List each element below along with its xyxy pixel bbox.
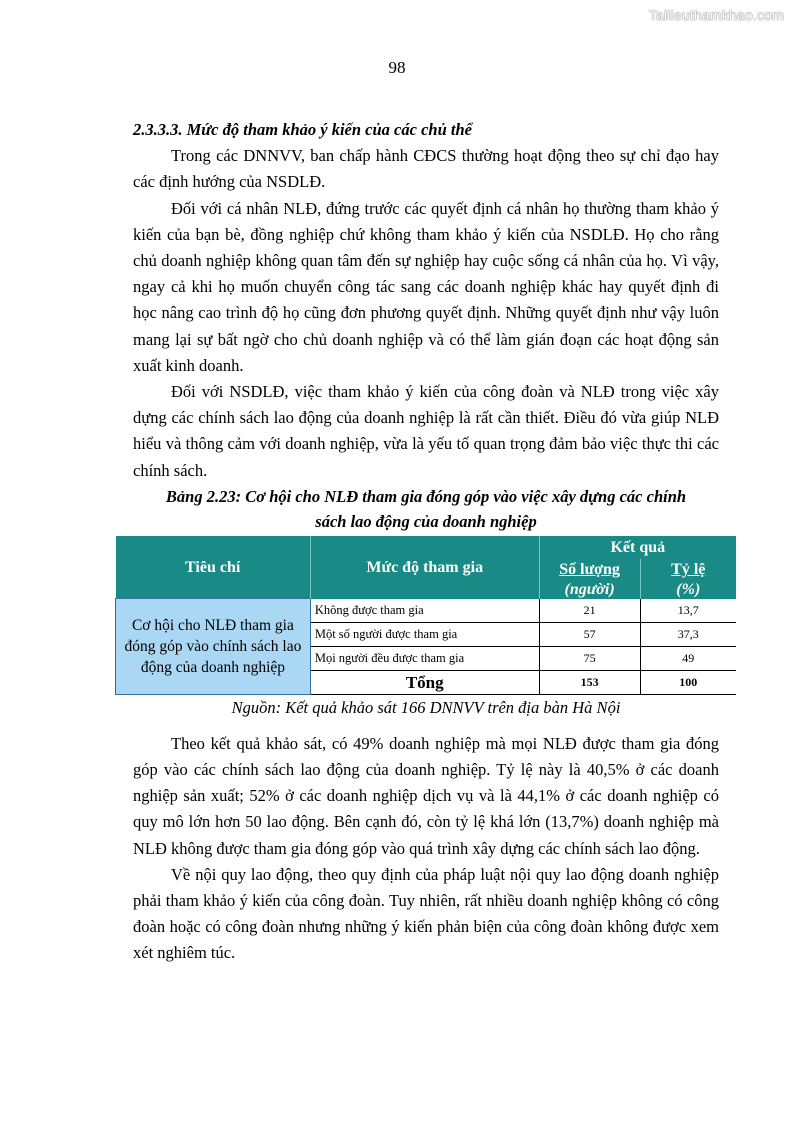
header-ratio: Tỷ lệ: [640, 559, 736, 580]
header-ratio-unit: (%): [640, 580, 736, 599]
table-row: [116, 599, 737, 623]
paragraph: Đối với NSDLĐ, việc tham khảo ý kiến của công đoàn và NLĐ trong việc xây dựng các chính sách lao động của doanh nghiệp là rất cần thiết. Điều đó vừa giúp NLĐ hiểu và thông cảm với doanh nghiệp, vừa là yếu tố quan trọng đảm bảo việc thực thi các chính sách.: [133, 382, 719, 480]
page-number: 98: [388, 58, 406, 77]
level-cell: Mọi người đều được tham gia: [310, 646, 539, 670]
total-label: Tổng: [310, 670, 539, 694]
level-cell: Không được tham gia: [310, 599, 539, 623]
section-heading: 2.3.3.3. Mức độ tham khảo ý kiến của các chủ thể: [133, 120, 472, 139]
criterion-cell: Cơ hội cho NLĐ tham gia đóng góp vào chính sách lao động của doanh nghiệp: [116, 599, 311, 695]
paragraph: Trong các DNNVV, ban chấp hành CĐCS thường hoạt động theo sự chỉ đạo hay các định hướng của NSDLĐ.: [133, 146, 719, 192]
count-cell: 21: [539, 599, 640, 623]
header-level: Mức độ tham gia: [310, 536, 539, 599]
table-source: Nguồn: Kết quả khảo sát 166 DNNVV trên địa bàn Hà Nội: [231, 697, 621, 717]
ratio-cell: 49: [640, 646, 736, 670]
results-table: [115, 536, 736, 695]
watermark: Tailieuthamkhao.com: [648, 7, 784, 23]
paragraph: Về nội quy lao động, theo quy định của pháp luật nội quy lao động doanh nghiệp phải tham khảo ý kiến của công đoàn. Tuy nhiên, rất nhiều doanh nghiệp không có công đoàn hoặc có công đoàn nhưng những ý kiến phản biện của công đoàn không được xem xét nghiêm túc.: [133, 864, 719, 963]
level-cell: Một số người được tham gia: [310, 622, 539, 646]
document-body: [124, 117, 719, 967]
header-count: Số lượng: [539, 559, 640, 580]
header-criterion: Tiêu chí: [116, 536, 311, 599]
count-cell: 57: [539, 622, 640, 646]
total-count: 153: [539, 670, 640, 694]
header-result: Kết quả: [539, 536, 736, 559]
header-count-unit: (người): [539, 580, 640, 599]
paragraph: Theo kết quả khảo sát, có 49% doanh nghiệp mà mọi NLĐ được tham gia đóng góp vào các chính sách lao động của doanh nghiệp. Tỷ lệ này là 40,5% ở các doanh nghiệp sản xuất; 52% ở các doanh nghiệp dịch vụ và là 44,1% ở các doanh nghiệp có quy mô lớn hơn 50 lao động. Bên cạnh đó, còn tỷ lệ khá lớn (13,7%) doanh nghiệp mà NLĐ không được tham gia đóng góp vào quá trình xây dựng các chính sách lao động.: [133, 733, 719, 858]
paragraph: Đối với cá nhân NLĐ, đứng trước các quyết định cá nhân họ thường tham khảo ý kiến của bạn bè, đồng nghiệp chứ không tham khảo ý kiến của NSDLĐ. Họ cho rằng chủ doanh nghiệp không quan tâm đến sự nghiệp hay cuộc sống cá nhân của họ. Vì vậy, ngay cả khi họ muốn chuyển công tác sang các doanh nghiệp khác hay quyết định đi học nâng cao trình độ họ cũng đơn phương quyết định. Những quyết định như vậy luôn mang lại sự bất ngờ cho chủ doanh nghiệp và có thể làm gián đoạn các hoạt động sản xuất kinh doanh.: [133, 198, 719, 375]
ratio-cell: 37,3: [640, 622, 736, 646]
count-cell: 75: [539, 646, 640, 670]
total-ratio: 100: [640, 670, 736, 694]
ratio-cell: 13,7: [640, 599, 736, 623]
table-caption: Bảng 2.23: Cơ hội cho NLĐ tham gia đóng góp vào việc xây dựng các chính sách lao động của doanh nghiệp: [165, 486, 687, 531]
